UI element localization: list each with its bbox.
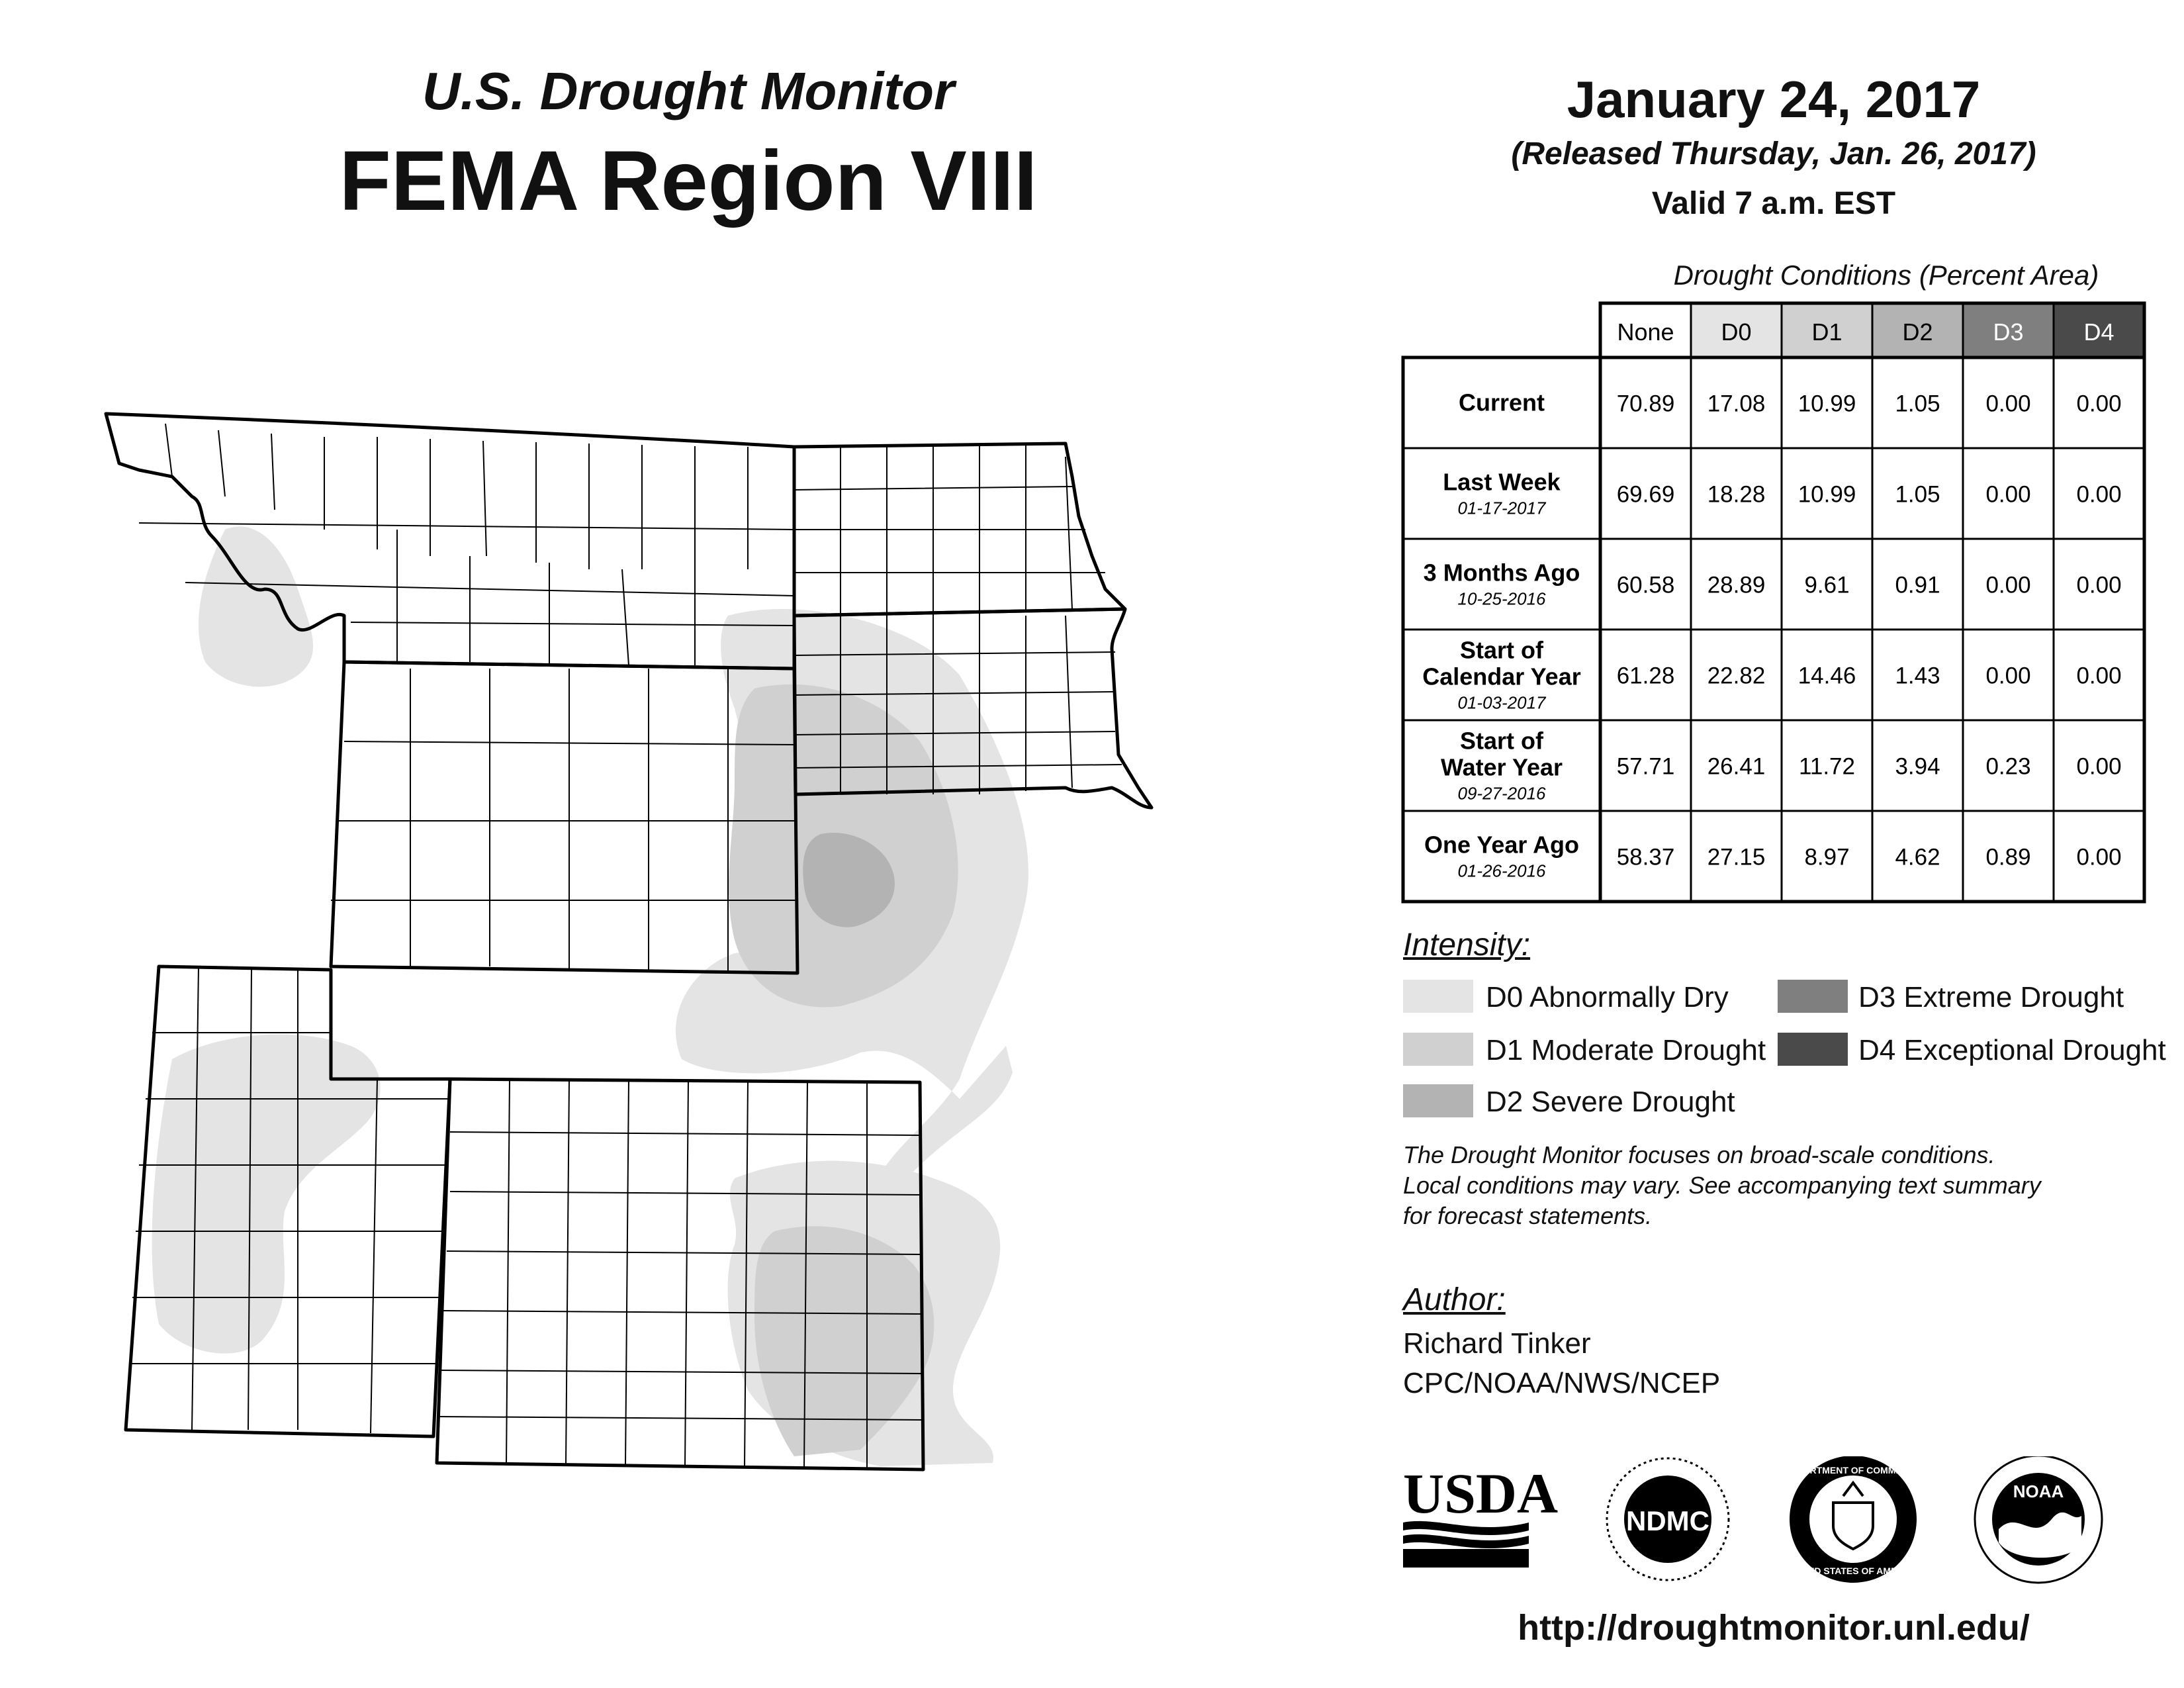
ndmc-logo-text: NDMC xyxy=(1626,1505,1709,1536)
table-cell-value: 0.00 xyxy=(2076,753,2122,780)
table-cell-value: 1.05 xyxy=(1895,481,1940,508)
table-cell-value: 57.71 xyxy=(1616,753,1675,780)
table-cell-value: 10.99 xyxy=(1797,481,1856,508)
d0-area xyxy=(199,527,313,687)
table-cell-value: 3.94 xyxy=(1895,753,1940,780)
table-cell-value: 28.89 xyxy=(1707,572,1766,598)
table-row-date: 01-17-2017 xyxy=(1457,498,1546,518)
agency-logos xyxy=(1396,1456,2144,1589)
table-cell-value: 0.00 xyxy=(1985,572,2031,598)
map-date: January 24, 2017 xyxy=(1567,70,1981,128)
region-title: FEMA Region VIII xyxy=(339,134,1038,228)
table-cell-value: 0.00 xyxy=(1985,663,2031,689)
table-cell-value: 0.00 xyxy=(2076,572,2122,598)
disclaimer-line-3: for forecast statements. xyxy=(1403,1202,1653,1229)
table-cell-value: 0.91 xyxy=(1895,572,1940,598)
table-row-date: 01-03-2017 xyxy=(1457,692,1546,713)
table-cell-value: 0.00 xyxy=(2076,663,2122,689)
table-cell-value: 70.89 xyxy=(1616,391,1675,417)
valid-time: Valid 7 a.m. EST xyxy=(1651,186,1896,221)
table-cell-value: 22.82 xyxy=(1707,663,1766,689)
commerce-seal-text: DEPARTMENT OF COMMERCE xyxy=(1784,1465,1922,1476)
author-org: CPC/NOAA/NWS/NCEP xyxy=(1403,1367,1721,1399)
table-cell-value: 1.05 xyxy=(1895,391,1940,417)
table-row-label: Last Week xyxy=(1443,468,1561,496)
legend-label-d1: D1 Moderate Drought xyxy=(1486,1034,1766,1066)
table-header-label: None xyxy=(1617,318,1674,346)
table-cell-value: 0.00 xyxy=(1985,391,2031,417)
drought-map xyxy=(99,397,1291,1523)
disclaimer-line-1: The Drought Monitor focuses on broad-scale conditions. xyxy=(1403,1141,1995,1168)
d0-area xyxy=(152,1035,381,1354)
table-cell-value: 26.41 xyxy=(1707,753,1766,780)
ndmc-logo xyxy=(1607,1458,1729,1580)
table-row-date: 01-26-2016 xyxy=(1457,861,1546,881)
table-header-label: D0 xyxy=(1721,318,1752,346)
table-cell-value: 27.15 xyxy=(1707,844,1766,870)
legend-swatch-d1 xyxy=(1403,1033,1473,1066)
table-row-label: Calendar Year xyxy=(1422,663,1581,690)
legend-swatch-d4 xyxy=(1778,1033,1848,1066)
legend-swatch-d3 xyxy=(1778,980,1848,1013)
commerce-seal-bottom-text: UNITED STATES OF AMERICA xyxy=(1786,1566,1920,1576)
legend-label-d4: D4 Exceptional Drought xyxy=(1858,1034,2166,1066)
author-name: Richard Tinker xyxy=(1403,1327,1591,1360)
table-row-date: 09-27-2016 xyxy=(1457,783,1546,804)
legend-label-d0: D0 Abnormally Dry xyxy=(1486,981,1729,1013)
table-row-label: Start of xyxy=(1460,636,1543,664)
table-row-label: One Year Ago xyxy=(1424,831,1580,859)
table-cell-value: 1.43 xyxy=(1895,663,1940,689)
table-header-label: D4 xyxy=(2083,318,2115,346)
table-header-label: D3 xyxy=(1993,318,2024,346)
table-cell-value: 0.00 xyxy=(2076,391,2122,417)
table-cell-value: 17.08 xyxy=(1707,391,1766,417)
noaa-logo-text: NOAA xyxy=(2013,1481,2064,1501)
legend-swatch-d0 xyxy=(1403,980,1473,1013)
table-row-label: Start of xyxy=(1460,727,1543,755)
table-cell-value: 0.89 xyxy=(1985,844,2031,870)
usda-logo xyxy=(1403,1462,1558,1568)
table-row-date: 10-25-2016 xyxy=(1457,588,1546,609)
table-cell-value: 9.61 xyxy=(1804,572,1850,598)
legend-label-d2: D2 Severe Drought xyxy=(1486,1086,1735,1118)
legend-title: Intensity: xyxy=(1403,927,1531,962)
drought-shading xyxy=(152,527,1028,1466)
table-cell-value: 58.37 xyxy=(1616,844,1675,870)
disclaimer-line-2: Local conditions may vary. See accompanying text summary xyxy=(1403,1172,2041,1199)
usda-logo-text: USDA xyxy=(1403,1462,1559,1525)
noaa-logo xyxy=(1975,1456,2102,1583)
table-header-label: D2 xyxy=(1902,318,1933,346)
commerce-seal xyxy=(1785,1456,1922,1583)
table-cell-value: 8.97 xyxy=(1804,844,1850,870)
table-cell-value: 11.72 xyxy=(1799,753,1855,780)
table-row-label: Current xyxy=(1458,389,1545,416)
table-row-label: Water Year xyxy=(1440,753,1563,781)
table-cell-value: 0.00 xyxy=(2076,481,2122,508)
table-cell-value: 18.28 xyxy=(1707,481,1766,508)
table-cell-value: 60.58 xyxy=(1616,572,1675,598)
website-link[interactable]: http://droughtmonitor.unl.edu/ xyxy=(1518,1608,2030,1648)
table-row-label: 3 Months Ago xyxy=(1423,559,1580,586)
table-cell-value: 4.62 xyxy=(1895,844,1940,870)
legend-label-d3: D3 Extreme Drought xyxy=(1858,981,2124,1013)
table-cell-value: 69.69 xyxy=(1616,481,1675,508)
table-cell-value: 0.00 xyxy=(2076,844,2122,870)
table-caption: Drought Conditions (Percent Area) xyxy=(1673,259,2099,291)
table-cell-value: 10.99 xyxy=(1797,391,1856,417)
table-cell-value: 14.46 xyxy=(1797,663,1856,689)
table-cell-value: 0.00 xyxy=(1985,481,2031,508)
map-subtitle: U.S. Drought Monitor xyxy=(422,62,955,120)
release-date: (Released Thursday, Jan. 26, 2017) xyxy=(1511,136,2036,171)
author-title: Author: xyxy=(1403,1282,1506,1317)
table-cell-value: 0.23 xyxy=(1985,753,2031,780)
table-header-label: D1 xyxy=(1811,318,1843,346)
legend-swatch-d2 xyxy=(1403,1084,1473,1117)
table-cell-value: 61.28 xyxy=(1616,663,1675,689)
